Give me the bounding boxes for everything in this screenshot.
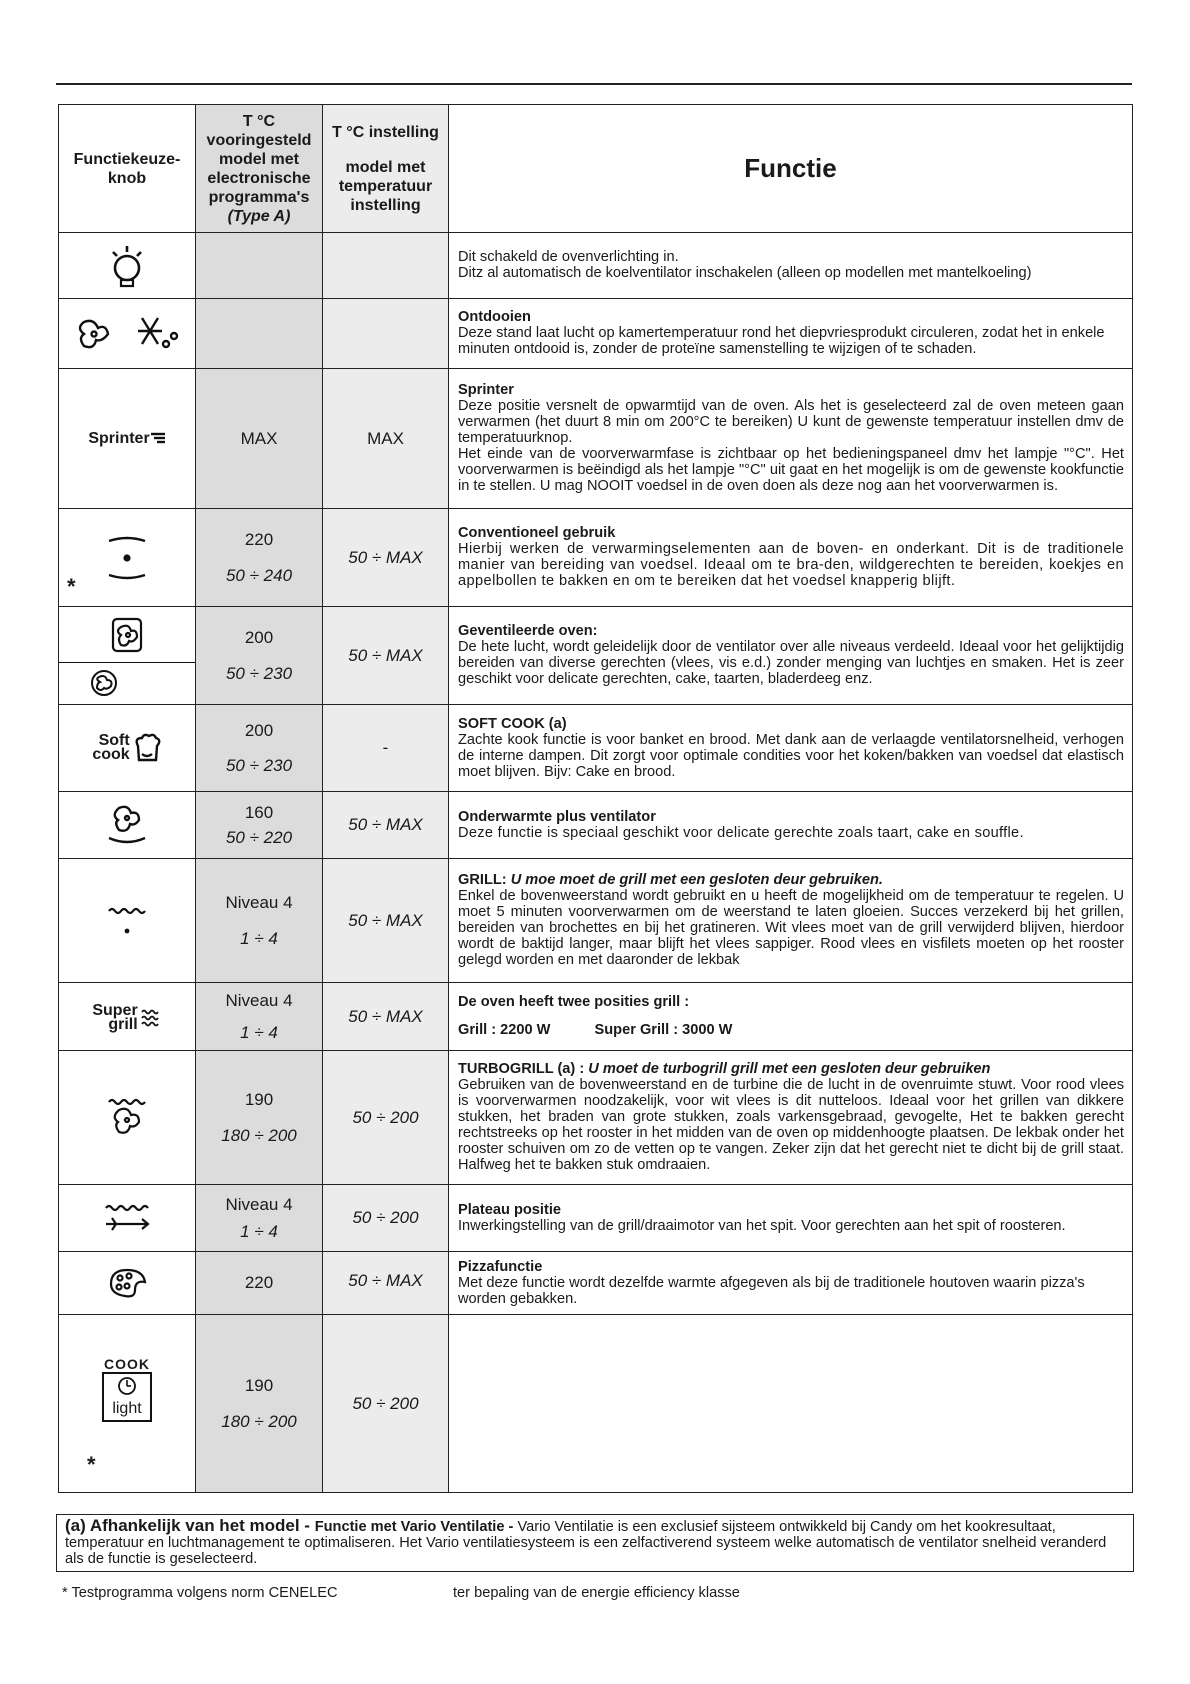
preset-range: 1 ÷ 4 [240,928,278,948]
description-title: Sprinter [458,382,514,398]
soft-cook-label-1: Soft [98,732,130,749]
description [449,1252,1133,1315]
setting-cell [323,233,449,299]
super-grill-label-2: grill [108,1015,138,1033]
note-lead: (a) Afhankelijk van het model - [65,1516,315,1535]
soft-cook-icon [59,705,196,792]
super-grill-icon [59,983,196,1051]
preset-value: MAX [240,428,278,448]
star-marker: * [67,574,76,599]
preset-range: 1 ÷ 4 [240,1022,278,1042]
description [449,1185,1133,1252]
preset-value: 200 [244,628,274,648]
description-text: De hete lucht, wordt geleidelijk door de ventilator over alle niveaus verdeeld. Ideaal voor het gelijktijdig bereiden van diverse gerechten (vlees, vis e.d.) zonder menging van luchtjes en smaken. Het is zeer geschikt voor delicate gerechten, cake, taarten, bladerdeeg enz. [458,639,1124,687]
setting-value: 50 ÷ MAX [348,645,423,665]
table-row [59,1252,1133,1315]
footnote-right: ter bepaling van de energie efficiency klasse [453,1585,740,1601]
table-row [59,509,1133,607]
setting-cell [323,509,449,607]
setting-value: 50 ÷ MAX [348,1006,423,1026]
preset-cell [196,1315,323,1493]
setting-cell [323,1051,449,1185]
description [449,983,1133,1051]
description [449,509,1133,607]
description [449,607,1133,705]
preset-range: 180 ÷ 200 [221,1125,297,1145]
sprinter-icon [59,369,196,509]
header-preset-unit: T °C [242,112,276,130]
description-warning: U moet de turbogrill grill met een gesloten deur gebruiken [588,1061,991,1077]
preset-value: 220 [244,1273,274,1293]
cook-light-label-2: light [112,1399,142,1417]
preset-cell [196,705,323,792]
setting-value: 50 ÷ 200 [352,1393,419,1413]
super-grill-power: Super Grill : 3000 W [594,1022,733,1038]
preset-cell [196,1185,323,1252]
note-text: Vario Ventilatie is een exclusief sijsteem ontwikkeld bij Candy om het kookresultaat, temperatuur en luchtmanagement te optimaliseren. Het Vario ventilatiesysteem is een zelfactiverend systeem welke automatisch de ventilator snelheid veranderd als de functie is geselecteerd. [65,1519,1107,1567]
preset-range: 50 ÷ 240 [225,565,293,585]
turbogrill-icon [59,1051,196,1185]
preset-value: 220 [244,530,274,550]
preset-value: Niveau 4 [225,991,293,1011]
lamp-icon [59,233,196,299]
setting-cell [323,1185,449,1252]
preset-cell [196,983,323,1051]
setting-cell [323,1315,449,1493]
rotisserie-icon [59,1185,196,1252]
description-title: Onderwarmte plus ventilator [458,808,656,825]
description-title: Plateau positie [458,1201,561,1218]
description-title: De oven heeft twee posities grill : [458,994,690,1010]
grill-power: Grill : 2200 W [458,1022,551,1038]
header-function-label: Functie [744,153,837,183]
fan-oven-icon [59,607,196,705]
description [449,859,1133,983]
description-title: TURBOGRILL (a) : [458,1061,589,1077]
table-row [59,1185,1133,1252]
description-text: Hierbij werken de verwarmingselementen aan de boven- en onderkant. Dit is de traditionele manier van bereiding van voedsel. Ideaal om te bra-den, wildgerechten te bereiden, koekjes en appelbollen te bakken en om te bereiken dat het voedsel knapperig blijft. [458,541,1124,589]
function-table [58,104,1133,1493]
setting-value: MAX [367,428,404,448]
setting-cell [323,983,449,1051]
table-row [59,983,1133,1051]
description [449,792,1133,859]
description-text: Enkel de bovenweerstand wordt gebruikt en u heeft de mogelijkheid om de temperatuur te regelen. U moet 5 minuten voorverwarmen om de weerstand te laten gloeien. Succes verzekerd bij het grillen, bereiden van brochettes en bij het gratineren. Wit vlees moet van de grill verwijderd blijven, hierdoor wordt de baktijd langer, maar blijft het vlees sappiger. Rood vlees en visfilets moeten op het rooster gelegd worden en met daaronder de lekbak [458,888,1124,968]
description-title: Pizzafunctie [458,1258,543,1275]
preset-value: 160 [244,802,274,822]
setting-cell [323,1252,449,1315]
description-text: Deze positie versnelt de opwarmtijd van de oven. Als het is geselecteerd zal de oven meteen gaan verwarmen (het duurt 8 min om 200°C te bereiken) U kunt de gewenste temperatuur instellen dmv de temperatuurknop. Het einde van de voorverwarmfase is zichtbaar op het bedieningspaneel dmv het lampje "°C". Het voorverwarmen is beëindigd als het lampje "°C" uit gaat en het mogelijk is om de gewenste kookfunctie in te stellen. U mag NOOIT voedsel in de oven doen als deze nog aan het voorverwarmen is. [458,398,1124,494]
preset-cell [196,607,323,705]
grill-icon [59,859,196,983]
preset-cell [196,233,323,299]
header-setting [323,105,449,233]
setting-value: 50 ÷ MAX [348,815,423,835]
preset-cell [196,299,323,369]
soft-cook-label-2: cook [92,746,130,763]
preset-cell [196,1252,323,1315]
header-knob [59,105,196,233]
super-grill-label-1: Super [92,1001,138,1019]
table-row [59,859,1133,983]
setting-cell [323,792,449,859]
setting-cell [323,705,449,792]
model-note [56,1514,1134,1572]
cook-light-icon [59,1315,196,1493]
preset-range: 50 ÷ 230 [225,756,293,775]
header-setting-unit: T °C instelling [332,123,439,141]
setting-cell [323,299,449,369]
table-row [59,299,1133,369]
setting-cell [323,859,449,983]
star-marker: * [87,1452,96,1477]
table-row [59,1315,1133,1493]
conventional-icon [59,509,196,607]
preset-range: 1 ÷ 4 [240,1222,278,1241]
description-title: SOFT COOK (a) [458,715,567,732]
table-row [59,1051,1133,1185]
setting-value: 50 ÷ MAX [348,910,423,930]
preset-cell [196,859,323,983]
preset-value: 190 [244,1376,274,1396]
setting-value: - [382,738,389,758]
table-row [59,705,1133,792]
preset-range: 180 ÷ 200 [221,1411,297,1431]
preset-cell [196,792,323,859]
preset-value: 190 [244,1090,274,1110]
description-warning: U moe moet de grill met een gesloten deur gebruiken. [510,872,883,888]
preset-range: 50 ÷ 230 [225,663,293,683]
defrost-icon [59,299,196,369]
preset-range: 50 ÷ 220 [225,828,293,847]
table-row [59,792,1133,859]
description [449,299,1133,369]
description-text: Met deze functie wordt dezelfde warmte afgegeven als bij de traditionele houtoven waarin pizza's worden gebakken. [458,1274,1085,1307]
preset-cell [196,1051,323,1185]
header-preset-type: (Type A) [227,207,291,225]
setting-cell [323,369,449,509]
header-preset-label: vooringesteld model met electronische programma's [206,131,312,206]
setting-value: 50 ÷ 200 [352,1107,419,1127]
bottom-heat-fan-icon [59,792,196,859]
header-knob-label: Functiekeuze-knob [73,150,181,187]
description [449,233,1133,299]
table-row [59,607,1133,705]
setting-value: 50 ÷ 200 [352,1208,419,1228]
description-title: Ontdooien [458,309,531,325]
description-title: Geventileerde oven: [458,623,598,639]
setting-cell [323,607,449,705]
header-preset [196,105,323,233]
note-subtitle: Functie met Vario Ventilatie - [314,1519,518,1535]
table-row [59,369,1133,509]
preset-cell [196,369,323,509]
preset-value: Niveau 4 [225,1194,293,1214]
description-text: Zachte kook functie is voor banket en brood. Met dank aan de verlaagde ventilatorsnelheid, verhogen de interne dampen. Dit zorgt voor optimale condities voor het koken/bakken van voedsel dat elastisch moet blijven. Bijv: Cake en brood. [458,731,1124,780]
table-row [59,233,1133,299]
pizza-icon [59,1252,196,1315]
header-function [449,105,1133,233]
description-title: Conventioneel gebruik [458,525,616,541]
footnote-left: * Testprogramma volgens norm CENELEC [62,1585,338,1601]
description [449,369,1133,509]
preset-value: 200 [244,720,274,740]
setting-value: 50 ÷ MAX [348,547,423,567]
top-rule [56,83,1132,85]
header-setting-label: model met temperatuur instelling [338,158,433,214]
description-title: GRILL: [458,872,511,888]
preset-cell [196,509,323,607]
description [449,705,1133,792]
description-text: Gebruiken van de bovenweerstand en de turbine die de lucht in de ovenruimte stuwt. Voor rood vlees is voorverwarmen noodzakelijk, voor wit vlees is dit nutteloos. Ideaal voor het grillen van dikkere stukken, het braden van grote stukken, zoals varkensgebraad, gevogelte, Het te bakken gerecht rechtstreeks op het rooster in het midden van de oven op middenhoogte plaatsen. De lekbak onder het rooster schuiven om zo de vetten op te vangen. Zeker zijn dat het gerecht niet te dicht bij de grill staat. Halfweg het te bakken stuk omdraaien. [458,1077,1124,1173]
description [449,1051,1133,1185]
description-text: Inwerkingstelling van de grill/draaimotor van het spit. Voor gerechten aan het spit of roosteren. [458,1217,1066,1234]
cook-light-label-1: COOK [104,1355,150,1372]
description-text: Deze functie is speciaal geschikt voor delicate gerechte zoals taart, cake en souffle. [458,824,1024,841]
preset-value: Niveau 4 [225,893,293,913]
description [449,1315,1133,1493]
description-text: Deze stand laat lucht op kamertemperatuur rond het diepvriesprodukt circuleren, zodat het in enkele minuten ontdooid is, zonder de proteïne samenstelling te wijzigen of te schaden. [458,325,1105,357]
description-text: Dit schakeld de ovenverlichting in. Ditz al automatisch de koelventilator inschakelen (alleen op modellen met mantelkoeling) [458,249,1032,281]
setting-value: 50 ÷ MAX [348,1271,423,1290]
table-header-row [59,105,1133,233]
sprinter-label: Sprinter [88,429,150,447]
